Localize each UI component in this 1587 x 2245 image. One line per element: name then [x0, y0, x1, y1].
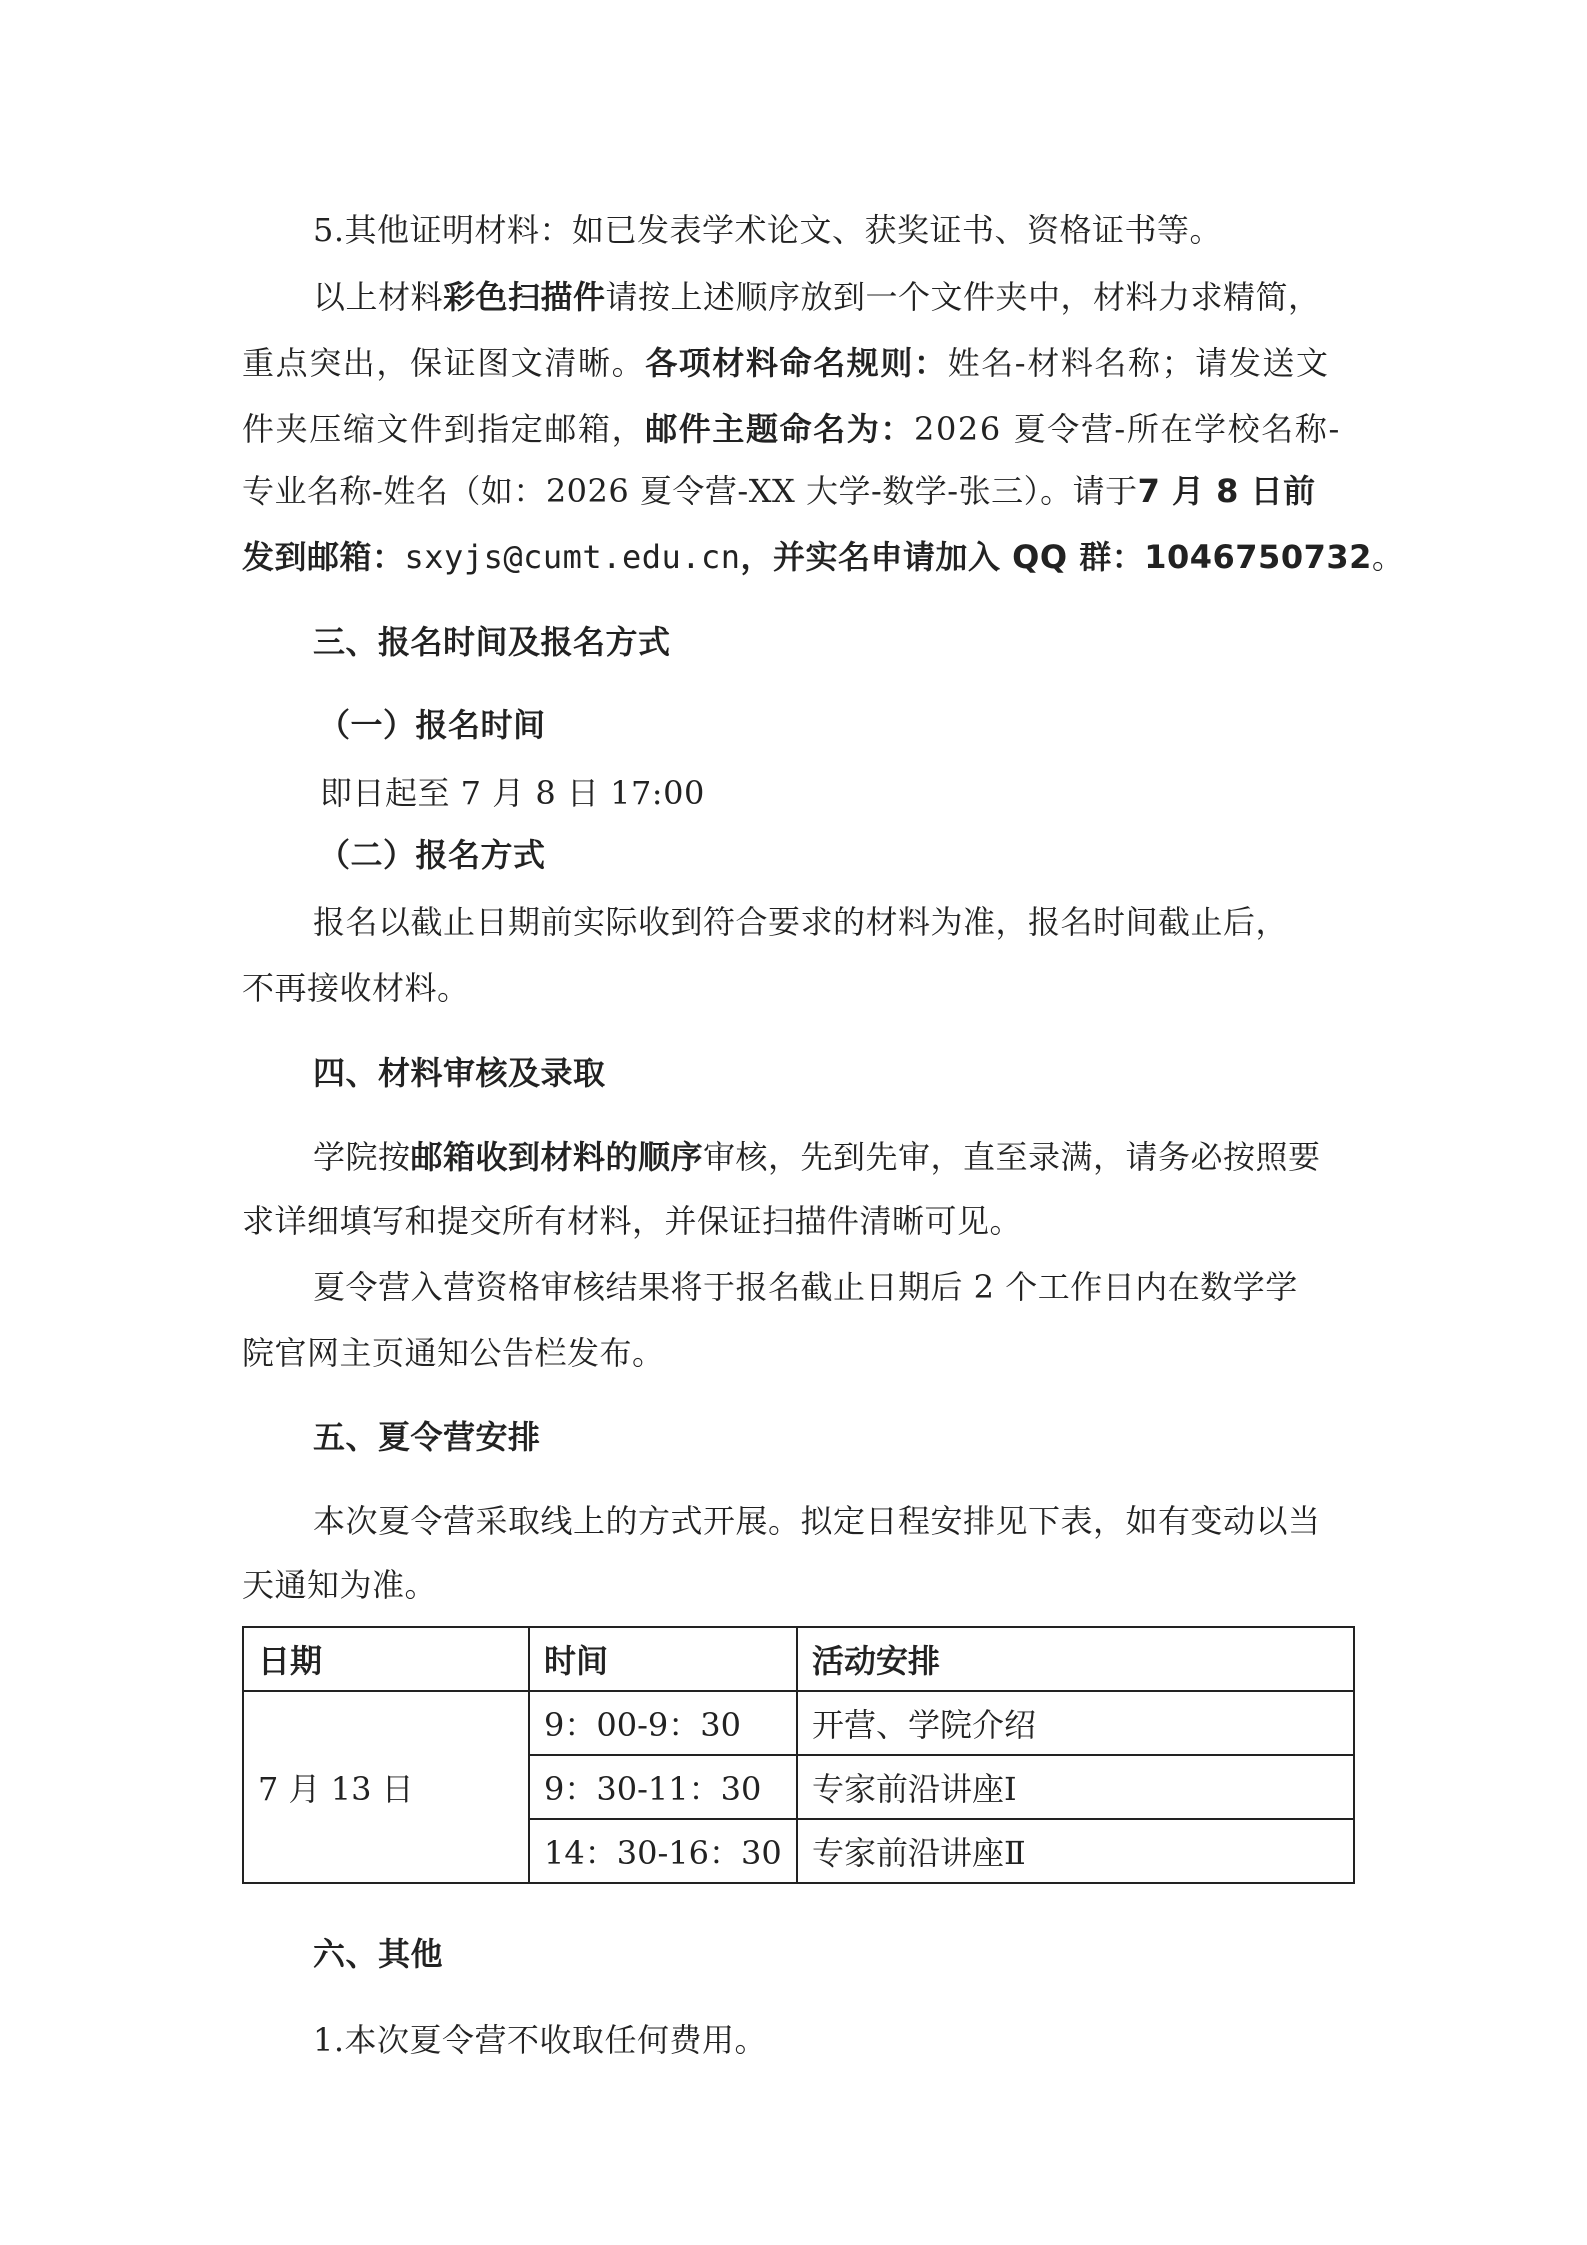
materials-line-4 [242, 471, 1316, 511]
text: 以上材料 [313, 278, 444, 316]
emphasis-subject-naming: 邮件主题命名为： [645, 410, 915, 448]
review-line-2: 求详细填写和提交所有材料，并保证扫描件清晰可见。 [242, 1202, 1023, 1240]
time-cell: 9：30-11：30 [529, 1755, 797, 1819]
date-cell: 7 月 13 日 [243, 1691, 529, 1883]
text: 2026 夏令营-所在学校名称- [914, 410, 1341, 448]
section-5-title: 五、夏令营安排 [313, 1418, 541, 1456]
section-4-title: 四、材料审核及录取 [313, 1054, 606, 1092]
activity-cell: 开营、学院介绍 [797, 1691, 1354, 1755]
item-5-other-proofs: 5.其他证明材料：如已发表学术论文、获奖证书、资格证书等。 [313, 211, 1223, 249]
emphasis-naming-rule: 各项材料命名规则： [645, 344, 948, 382]
text: 请按上述顺序放到一个文件夹中，材料力求精简， [605, 278, 1321, 316]
materials-line-3 [242, 409, 1341, 449]
section-3-sub-1: （一）报名时间 [318, 706, 546, 744]
text: 学院按 [313, 1138, 411, 1176]
text: 重点突出，保证图文清晰。 [242, 344, 646, 382]
text: 。 [1371, 538, 1405, 576]
table-row [243, 1691, 1354, 1755]
header-time: 时间 [529, 1627, 797, 1691]
registration-time: 即日起至 7 月 8 日 17:00 [320, 774, 705, 812]
result-line-1: 夏令营入营资格审核结果将于报名截止日期后 2 个工作日内在数学学 [313, 1268, 1298, 1306]
section-6-title: 六、其他 [313, 1935, 444, 1973]
camp-arrangement-line-2: 天通知为准。 [242, 1566, 438, 1604]
time-cell: 14：30-16：30 [529, 1819, 797, 1883]
schedule-table [242, 1626, 1355, 1884]
emphasis-deadline: 7 月 8 日前 [1137, 472, 1316, 510]
text: 件夹压缩文件到指定邮箱， [242, 410, 646, 448]
materials-line-2 [242, 343, 1330, 383]
text: ，并实名申请加入 QQ 群：1046750732 [740, 538, 1372, 576]
camp-arrangement-line-1: 本次夏令营采取线上的方式开展。拟定日程安排见下表，如有变动以当 [313, 1502, 1321, 1540]
registration-method-line-1: 报名以截止日期前实际收到符合要求的材料为准，报名时间截止后， [313, 903, 1289, 941]
result-line-2: 院官网主页通知公告栏发布。 [242, 1334, 665, 1372]
header-activity: 活动安排 [797, 1627, 1354, 1691]
table-header-row [243, 1627, 1354, 1691]
section-3-title: 三、报名时间及报名方式 [313, 623, 671, 661]
time-cell: 9：00-9：30 [529, 1691, 797, 1755]
email-address[interactable]: sxyjs@cumt.edu.cn [404, 538, 741, 576]
emphasis-color-scan: 彩色扫描件 [443, 278, 606, 316]
materials-line-5 [242, 537, 1404, 577]
emphasis-mail-order: 邮箱收到材料的顺序 [410, 1138, 704, 1176]
text: 发到邮箱： [242, 538, 405, 576]
registration-method-line-2: 不再接收材料。 [242, 969, 470, 1007]
materials-line-1 [313, 277, 1321, 317]
activity-cell: 专家前沿讲座Ⅰ [797, 1755, 1354, 1819]
text: 专业名称-姓名（如：2026 夏令营-XX 大学-数学-张三）。请于 [242, 472, 1138, 510]
activity-cell: 专家前沿讲座Ⅱ [797, 1819, 1354, 1883]
text: 姓名-材料名称；请发送文 [947, 344, 1330, 382]
review-line-1 [313, 1137, 1321, 1177]
text: 审核，先到先审，直至录满，请务必按照要 [703, 1138, 1321, 1176]
other-item-1: 1.本次夏令营不收取任何费用。 [313, 2021, 768, 2059]
section-3-sub-2: （二）报名方式 [318, 836, 546, 874]
header-date: 日期 [243, 1627, 529, 1691]
